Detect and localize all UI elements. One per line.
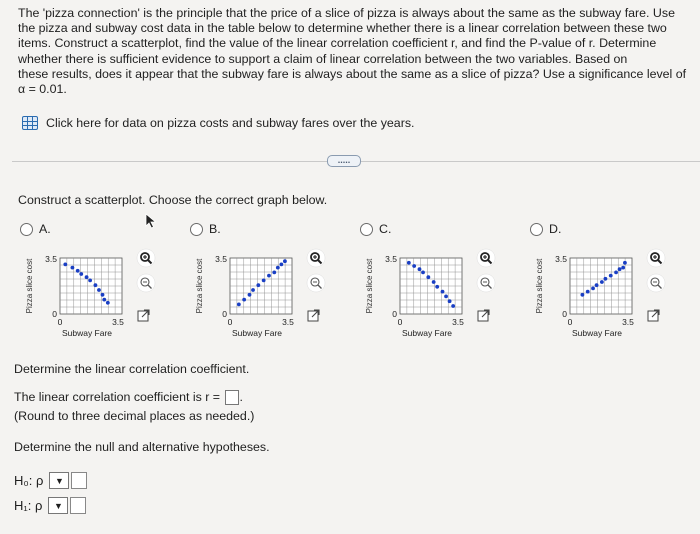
h1-label: H₁: ρ <box>14 498 43 513</box>
correlation-suffix: . <box>239 390 243 404</box>
y-min-tick: 0 <box>52 309 57 319</box>
h0-dropdown[interactable] <box>49 472 69 489</box>
expand-icon[interactable] <box>478 310 489 321</box>
data-point <box>283 259 287 263</box>
intro-line: The 'pizza connection' is the principle that the price of a slice of pizza is always about the same as the subway fare. Use <box>18 6 675 20</box>
data-point <box>242 298 246 302</box>
y-axis-label: Pizza slice cost <box>195 258 204 314</box>
scatter-chart-b <box>190 246 340 347</box>
scatter-chart-c <box>360 246 510 347</box>
data-point <box>76 269 80 273</box>
option-a-letter: A. <box>39 222 51 236</box>
data-point <box>591 287 595 291</box>
data-point <box>451 304 455 308</box>
y-axis-label: Pizza slice cost <box>25 258 34 314</box>
expand-icon[interactable] <box>308 310 319 321</box>
scatter-svg <box>190 246 340 342</box>
data-point <box>88 279 92 283</box>
x-axis-label: Subway Fare <box>61 328 113 338</box>
x-min-tick: 0 <box>567 317 573 327</box>
correlation-heading: Determine the linear correlation coefficient. <box>14 362 250 376</box>
y-axis-label: Pizza slice cost <box>365 258 374 314</box>
x-axis-label: Subway Fare <box>231 328 283 338</box>
data-point <box>432 280 436 284</box>
zoom-out-icon[interactable] <box>307 274 325 292</box>
hypotheses-heading: Determine the null and alternative hypotheses. <box>14 440 270 454</box>
zoom-out-icon[interactable] <box>477 274 495 292</box>
intro-line: these results, does it appear that the subway fare is always about the same as a slice of pizza? Use a significance level of <box>18 66 687 81</box>
x-min-tick: 0 <box>57 317 63 327</box>
data-point <box>267 274 271 278</box>
data-point <box>595 283 599 287</box>
data-point <box>97 288 101 292</box>
data-point <box>418 267 422 271</box>
data-point <box>426 275 430 279</box>
intro-line: whether there is sufficient evidence to support a claim of linear correlation between the two variables. Based on <box>18 51 628 66</box>
x-axis-label: Subway Fare <box>571 328 623 338</box>
r-answer-input[interactable] <box>225 390 239 405</box>
data-link[interactable] <box>22 116 414 130</box>
mouse-cursor-icon <box>145 213 157 229</box>
x-max-tick: 3.5 <box>282 317 294 327</box>
h0-value-input[interactable] <box>71 472 87 489</box>
data-point <box>604 277 608 281</box>
problem-statement <box>18 6 694 97</box>
data-point <box>614 271 618 275</box>
data-point <box>600 280 604 284</box>
chevron-down-icon: ▼ <box>53 500 63 511</box>
data-point <box>94 283 98 287</box>
y-min-tick: 0 <box>562 309 567 319</box>
data-point <box>63 263 67 267</box>
data-point <box>79 272 83 276</box>
data-point <box>256 283 260 287</box>
y-max-tick: 3.5 <box>385 254 397 264</box>
data-point <box>407 261 411 265</box>
option-c[interactable] <box>360 222 391 236</box>
scatter-prompt: Construct a scatterplot. Choose the correct graph below. <box>18 193 328 207</box>
x-min-tick: 0 <box>227 317 233 327</box>
table-icon[interactable] <box>22 116 38 130</box>
y-min-tick: 0 <box>222 309 227 319</box>
zoom-in-icon[interactable] <box>477 249 495 267</box>
zoom-in-icon[interactable] <box>137 249 155 267</box>
h1-row <box>14 497 86 514</box>
x-axis-label: Subway Fare <box>401 328 453 338</box>
data-point <box>106 301 110 305</box>
y-max-tick: 3.5 <box>215 254 227 264</box>
intro-line: α = 0.01. <box>18 82 67 97</box>
data-point <box>623 261 627 265</box>
option-d-letter: D. <box>549 222 562 236</box>
y-max-tick: 3.5 <box>45 254 57 264</box>
h0-label: H₀: ρ <box>14 473 44 488</box>
y-min-tick: 0 <box>392 309 397 319</box>
data-link-label[interactable]: Click here for data on pizza costs and subway fares over the years. <box>46 116 415 130</box>
data-point <box>101 293 105 297</box>
option-d[interactable] <box>530 222 561 236</box>
zoom-in-icon[interactable] <box>647 249 665 267</box>
data-point <box>609 274 613 278</box>
data-point <box>272 271 276 275</box>
h1-value-input[interactable] <box>70 497 86 514</box>
x-max-tick: 3.5 <box>112 317 124 327</box>
radio-a[interactable] <box>20 223 33 236</box>
option-b[interactable] <box>190 222 221 236</box>
correlation-line <box>14 390 243 405</box>
scatter-chart-d <box>530 246 680 347</box>
x-max-tick: 3.5 <box>622 317 634 327</box>
option-a[interactable] <box>20 222 51 236</box>
data-point <box>237 303 241 307</box>
data-point <box>444 295 448 299</box>
data-point <box>262 279 266 283</box>
data-point <box>102 298 106 302</box>
h0-row <box>14 472 87 489</box>
data-point <box>71 266 75 270</box>
radio-b[interactable] <box>190 223 203 236</box>
data-point <box>248 293 252 297</box>
y-axis-label: Pizza slice cost <box>535 258 544 314</box>
rounding-note: (Round to three decimal places as needed.) <box>14 409 255 423</box>
intro-line: the pizza and subway cost data in the table below to determine whether there is a linear correlation between these two <box>18 21 667 36</box>
radio-d[interactable] <box>530 223 543 236</box>
zoom-in-icon[interactable] <box>307 249 325 267</box>
correlation-prefix: The linear correlation coefficient is r = <box>14 390 221 404</box>
option-c-letter: C. <box>379 222 392 236</box>
data-point <box>279 263 283 267</box>
option-b-letter: B. <box>209 222 221 236</box>
scatter-svg <box>360 246 510 342</box>
data-point <box>448 299 452 303</box>
zoom-out-icon[interactable] <box>647 274 665 292</box>
data-point <box>581 293 585 297</box>
expand-icon[interactable] <box>138 310 149 321</box>
data-point <box>618 267 622 271</box>
data-point <box>412 264 416 268</box>
data-point <box>621 266 625 270</box>
y-max-tick: 3.5 <box>555 254 567 264</box>
data-point <box>276 266 280 270</box>
radio-c[interactable] <box>360 223 373 236</box>
x-max-tick: 3.5 <box>452 317 464 327</box>
scatter-svg <box>530 246 680 342</box>
expand-icon[interactable] <box>648 310 659 321</box>
intro-line: items. Construct a scatterplot, find the value of the linear correlation coefficient r, and find the P-value of r. Determine <box>18 36 657 51</box>
x-min-tick: 0 <box>397 317 403 327</box>
scatter-chart-a <box>20 246 170 347</box>
zoom-out-icon[interactable] <box>137 274 155 292</box>
more-button[interactable]: ..... <box>327 155 361 167</box>
data-point <box>586 290 590 294</box>
data-point <box>435 285 439 289</box>
data-point <box>421 271 425 275</box>
chevron-down-icon: ▼ <box>54 475 64 486</box>
scatter-svg <box>20 246 170 342</box>
data-point <box>251 288 255 292</box>
data-point <box>441 290 445 294</box>
data-point <box>85 275 89 279</box>
h1-dropdown[interactable] <box>48 497 68 514</box>
